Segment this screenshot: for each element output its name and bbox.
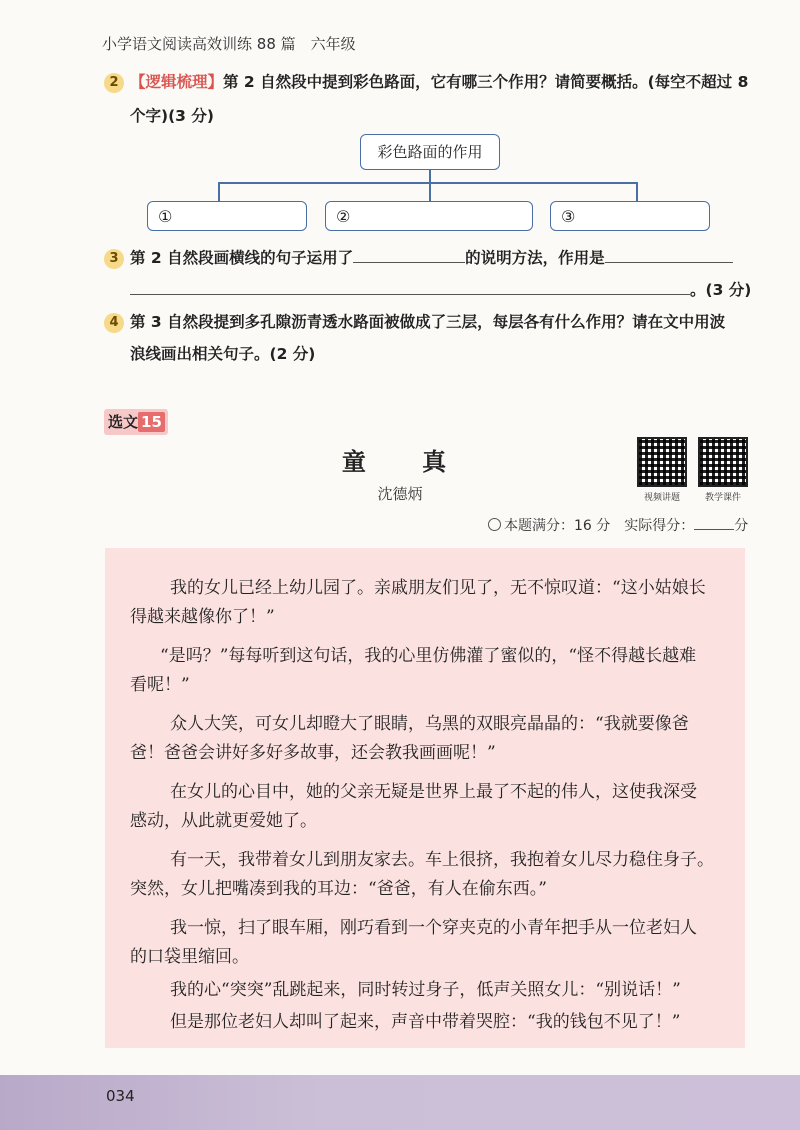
score-unit: 分 bbox=[734, 518, 749, 534]
passage-line: 在女儿的心目中，她的父亲无疑是世界上最了不起的伟人，这使我深受 bbox=[170, 782, 697, 802]
qr-code-icon[interactable] bbox=[698, 437, 748, 487]
question-text: 第 3 自然段提到多孔隙沥青透水路面被做成了三层，每层各有什么作用？请在文中用波 bbox=[130, 313, 726, 331]
score-line bbox=[488, 515, 748, 535]
passage-line: 我一惊，扫了眼车厢，刚巧看到一个穿夹克的小青年把手从一位老妇人 bbox=[170, 918, 697, 938]
qr-label: 视频讲题 bbox=[643, 493, 680, 503]
article-author: 沈德炳 bbox=[377, 485, 423, 503]
question-tag: 【逻辑梳理】 bbox=[130, 73, 224, 91]
qr-video[interactable] bbox=[637, 437, 687, 487]
full-score: 本题满分：16 分 bbox=[504, 518, 611, 534]
passage-line: “是吗？”每每听到这句话，我的心里仿佛灌了蜜似的，“怪不得越长越难 bbox=[160, 646, 697, 666]
diagram-connector bbox=[429, 182, 431, 201]
book-header: 小学语文阅读高效训练 88 篇 六年级 bbox=[102, 35, 356, 53]
article-title: 童 真 bbox=[341, 448, 471, 476]
question-2 bbox=[104, 72, 748, 93]
question-text: 。(3 分) bbox=[690, 281, 752, 299]
answer-box-1[interactable]: ① bbox=[147, 201, 307, 231]
qr-label: 教学课件 bbox=[704, 493, 741, 503]
section-badge bbox=[104, 409, 168, 435]
passage-line: 我的心“突突”乱跳起来，同时转过身子，低声关照女儿：“别说话！” bbox=[170, 980, 681, 1000]
passage-line: 但是那位老妇人却叫了起来，声音中带着哭腔：“我的钱包不见了！” bbox=[170, 1012, 681, 1032]
actual-score-blank[interactable] bbox=[694, 517, 734, 530]
answer-box-3[interactable]: ③ bbox=[550, 201, 710, 231]
passage-line: 的口袋里缩回。 bbox=[130, 947, 249, 967]
question-number-badge: 4 bbox=[104, 313, 124, 333]
question-text: 第 2 自然段画横线的句子运用了 bbox=[130, 249, 354, 267]
section-label: 选文 bbox=[108, 413, 139, 431]
passage-line: 众人大笑，可女儿却瞪大了眼睛，乌黑的双眼亮晶晶的：“我就要像爸 bbox=[170, 714, 689, 734]
answer-blank[interactable] bbox=[130, 278, 690, 295]
answer-blank[interactable] bbox=[605, 246, 733, 263]
diagram-connector bbox=[218, 182, 220, 201]
question-text: 第 2 自然段中提到彩色路面，它有哪三个作用？请简要概括。(每空不超过 8 bbox=[223, 73, 749, 91]
passage-line: 突然，女儿把嘴凑到我的耳边：“爸爸，有人在偷东西。” bbox=[130, 879, 547, 899]
clock-icon bbox=[488, 518, 501, 531]
question-text: 的说明方法，作用是 bbox=[465, 249, 605, 267]
question-number-badge: 2 bbox=[104, 73, 124, 93]
page-number: 034 bbox=[106, 1087, 135, 1105]
question-2-cont: 个字)(3 分) bbox=[130, 107, 214, 125]
passage-line: 看呢！” bbox=[130, 675, 190, 695]
diagram-connector bbox=[429, 170, 431, 182]
passage-line: 有一天，我带着女儿到朋友家去。车上很挤，我抱着女儿尽力稳住身子。 bbox=[170, 850, 714, 870]
qr-courseware[interactable] bbox=[698, 437, 748, 487]
passage-line: 爸！爸爸会讲好多好多故事，还会教我画画呢！” bbox=[130, 743, 496, 763]
passage-line: 感动，从此就更爱她了。 bbox=[130, 811, 317, 831]
actual-score-label: 实际得分： bbox=[624, 518, 695, 534]
section-number: 15 bbox=[138, 412, 165, 432]
answer-blank[interactable] bbox=[353, 246, 465, 263]
question-4-cont: 浪线画出相关句子。(2 分) bbox=[130, 345, 316, 363]
diagram-connector bbox=[636, 182, 638, 201]
answer-box-2[interactable]: ② bbox=[325, 201, 533, 231]
question-3-cont bbox=[130, 278, 751, 300]
passage-line: 我的女儿已经上幼儿园了。亲戚朋友们见了，无不惊叹道：“这小姑娘长 bbox=[170, 578, 706, 598]
qr-code-icon[interactable] bbox=[637, 437, 687, 487]
diagram-root-box: 彩色路面的作用 bbox=[360, 134, 500, 170]
diagram-connector bbox=[218, 182, 637, 184]
passage-line: 得越来越像你了！” bbox=[130, 607, 275, 627]
question-4 bbox=[104, 312, 725, 333]
question-number-badge: 3 bbox=[104, 249, 124, 269]
question-3 bbox=[104, 246, 733, 269]
